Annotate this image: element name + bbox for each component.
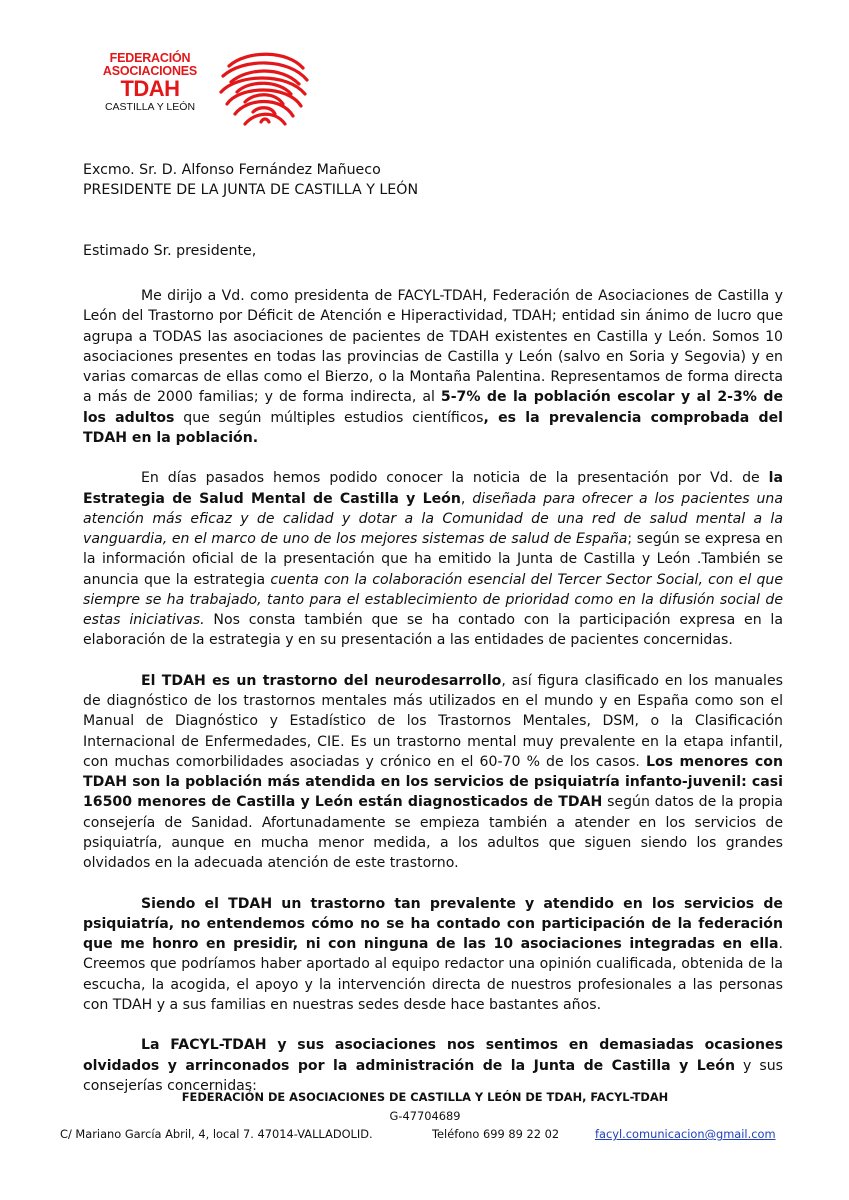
addressee-title: PRESIDENTE DE LA JUNTA DE CASTILLA Y LEÓN: [83, 182, 419, 198]
emphasis-neurodevelopment: El TDAH es un trastorno del neurodesarrollo: [141, 672, 502, 689]
footer-tax-id: G-47704689: [389, 1108, 461, 1123]
logo-wordmark: [80, 52, 220, 114]
text-run: Nos consta también que se ha contado con la participación expresa en la elaboración de la estrategia y en su presentación a las entidades de pacientes concernidas.: [83, 612, 783, 649]
emphasis-minors: Los menores con TDAH son la población más atendida en los servicios de psiquiatría infanto-juvenil: casi 16500 menores de Castilla y León están diagnosticados de TDAH: [83, 753, 783, 811]
footer-contact-row: [60, 1125, 790, 1144]
letter-body: [83, 286, 783, 1096]
paragraph-participation: [83, 894, 783, 1016]
footer-email-link[interactable]: facyl.comunicacion@gmail.com: [595, 1127, 776, 1141]
logo-line-asociaciones: ASOCIACIONES: [102, 64, 198, 78]
emphasis-forgotten: La FACYL-TDAH y sus asociaciones nos sentimos en demasiadas ocasiones olvidados y arrinconados por la administración de la Junta de Castilla y León: [83, 1037, 783, 1074]
logo-line-federacion: FEDERACIÓN: [109, 51, 191, 65]
quote-strategy-aims: diseñada para ofrecer a los pacientes una atención más eficaz y de calidad y dotar a la Comunidad de una red de salud mental a la vanguardia, en el marco de uno de los mejores sistemas de salud de España: [83, 490, 783, 547]
paragraph-strategy: [83, 468, 783, 650]
federation-logo: [80, 52, 312, 128]
addressee-block: [83, 160, 418, 200]
text-run: En días pasados hemos podido conocer la noticia de la presentación por Vd. de: [141, 470, 769, 487]
footer-phone: Teléfono 699 89 22 02: [432, 1127, 560, 1141]
emphasis-participation: Siendo el TDAH un trastorno tan prevalente y atendido en los servicios de psiquiatría, no entendemos cómo no se ha contado con participación de la federación que me honro en presidir, ni con ninguna de las 10 asociaciones integradas en ella: [83, 895, 783, 952]
logo-line-region: CASTILLA Y LEÓN: [104, 101, 196, 113]
emphasis-prevalence-conclusion: , es la prevalencia comprobada del TDAH en la población.: [83, 409, 783, 446]
logo-line-tdah: TDAH: [120, 76, 180, 101]
footer-address: C/ Mariano García Abril, 4, local 7. 47014-VALLADOLID.: [60, 1127, 373, 1141]
text-run: según datos de la propia consejería de Sanidad. Afortunadamente se empieza también a atender en los servicios de psiquiatría, aunque en mucha menor medida, a los adultos que siguen siendo los grandes olvidados en la adecuada atención de este trastorno.: [83, 794, 783, 871]
emphasis-prevalence: 5-7% de la población escolar y al 2-3% de los adultos: [83, 389, 784, 426]
paragraph-introduction: [83, 286, 783, 448]
footer-organization: FEDERACIÓN DE ASOCIACIONES DE CASTILLA Y LEÓN DE TDAH, FACYL-TDAH: [181, 1090, 669, 1104]
paragraph-neurodevelopment: [83, 671, 783, 874]
paragraph-forgotten: [83, 1035, 783, 1096]
quote-third-sector: cuenta con la colaboración esencial del Tercer Sector Social, con el que siempre se ha trabajado, tanto para el establecimiento de prioridad como en la difusión social de estas iniciativas.: [83, 571, 783, 628]
text-run: ,: [460, 490, 473, 507]
addressee-name: Excmo. Sr. D. Alfonso Fernández Mañueco: [83, 162, 381, 178]
text-run: . Creemos que podríamos haber aportado al equipo redactor una opinión cualificada, obtenida de la escucha, la acogida, el apoyo y la intervención directa de nuestros profesionales a las personas con TDAH y a sus familias en nuestras sedes desde hace bastantes años.: [83, 936, 783, 1013]
emphasis-strategy-name: la Estrategia de Salud Mental de Castilla y León: [83, 470, 783, 507]
text-run: que según múltiples estudios científicos: [174, 409, 484, 426]
letterhead-footer: [60, 1088, 790, 1144]
text-run: Me dirijo a Vd. como presidenta de FACYL-TDAH, Federación de Asociaciones de Castilla y León del Trastorno por Déficit de Atención e Hiperactividad, TDAH; entidad sin ánimo de lucro que agrupa a TODAS las asociaciones de pacientes de TDAH existentes en Castilla y León. Somos 10 asociaciones presentes en todas las provincias de Castilla y León (salvo en Soria y Segovia) y en varias comarcas de ellas como el Bierzo, o la Montaña Palentina. Representamos de forma directa a más de 2000 familias; y de forma indirecta, al: [83, 288, 783, 406]
text-run: y sus consejerías concernidas:: [83, 1057, 783, 1094]
fingerprint-icon: [217, 52, 312, 128]
text-run: , así figura clasificado en los manuales de diagnóstico de los trastornos mentales más utilizados en el mundo y en España como son el Manual de Diagnóstico y Estadístico de los Trastornos Mentales, DSM, o la Clasificación Internacional de Enfermedades, CIE. Es un trastorno mental muy prevalente en la etapa infantil, con muchas comorbilidades asociadas y crónico en el 60-70 % de los casos.: [83, 672, 783, 770]
salutation: Estimado Sr. presidente,: [83, 243, 257, 259]
text-run: ; según se expresa en la información oficial de la presentación que ha emitido la Junta de Castilla y León .También se anuncia que la estrategia: [83, 531, 783, 588]
